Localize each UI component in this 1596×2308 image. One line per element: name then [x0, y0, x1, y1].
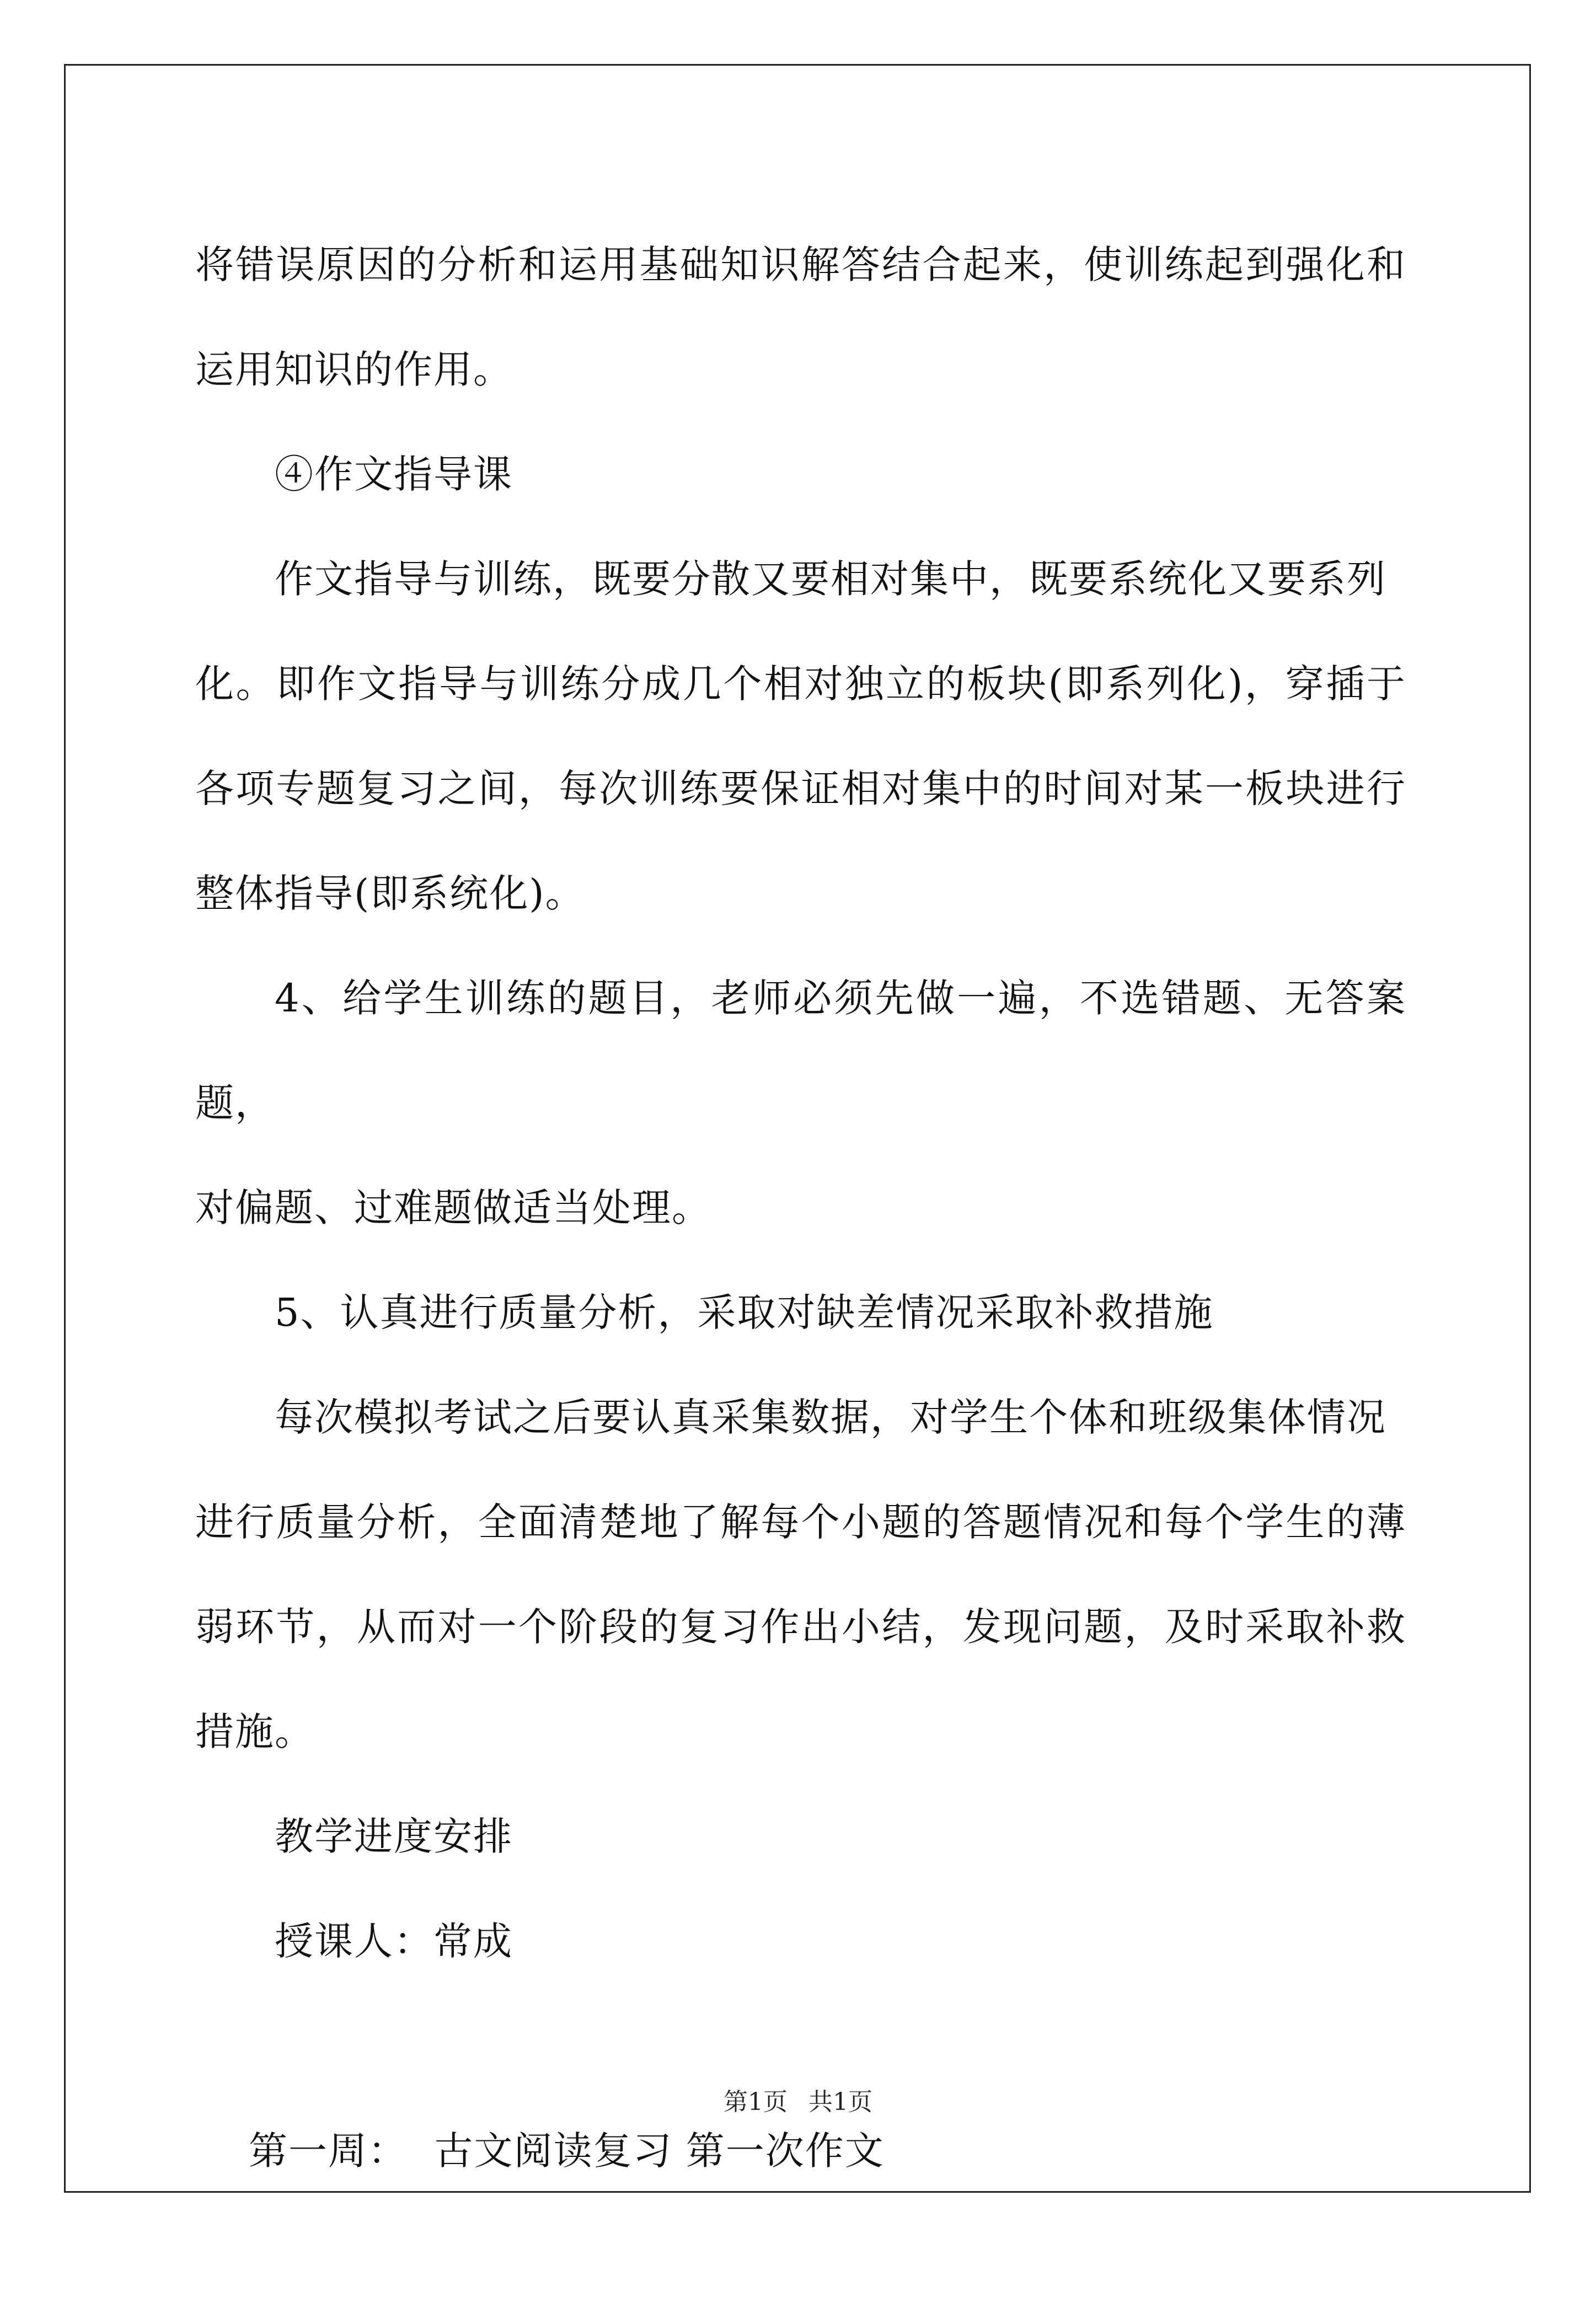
heading-schedule	[195, 1784, 1406, 1889]
text-line: 措施。	[195, 1709, 314, 1754]
text-line: 授课人：常成	[275, 1919, 513, 1964]
text-line: 5、认真进行质量分析，采取对缺差情况采取补救措施	[275, 1290, 1214, 1335]
paragraph-week-one	[195, 1994, 1406, 2308]
text-line: 各项专题复习之间，每次训练要保证相对集中的时间对某一板块进行	[195, 766, 1406, 811]
text-line: 第一周： 古文阅读复习 第一次作文	[249, 2128, 885, 2173]
text-line: 作文指导与训练，既要分散又要相对集中，既要系统化又要系列	[275, 556, 1386, 602]
text-line: 将错误原因的分析和运用基础知识解答结合起来，使训练起到强化和	[195, 242, 1406, 287]
paragraph-instructor	[195, 1889, 1406, 1994]
page-total: 共1页	[808, 2088, 872, 2116]
heading-composition-guidance	[195, 422, 1406, 527]
page-footer	[0, 2082, 1596, 2117]
paragraph-item-4	[195, 946, 1406, 1260]
text-line: 进行质量分析，全面清楚地了解每个小题的答题情况和每个学生的薄	[195, 1500, 1406, 1545]
text-line: 每次模拟考试之后要认真采集数据，对学生个体和班级集体情况	[275, 1395, 1386, 1440]
text-line: ④作文指导课	[275, 452, 513, 497]
paragraph-quality-analysis	[195, 1365, 1406, 1784]
paragraph-error-analysis	[195, 212, 1406, 422]
page-number: 第1页	[724, 2088, 788, 2116]
text-line: 教学进度安排	[275, 1814, 513, 1859]
text-line: 弱环节，从而对一个阶段的复习作出小结，发现问题，及时采取补救	[195, 1604, 1406, 1650]
text-line: 化。即作文指导与训练分成几个相对独立的板块(即系列化)，穿插于	[195, 661, 1406, 706]
text-line: 运用知识的作用。	[195, 347, 513, 392]
text-line: 整体指导(即系统化)。	[195, 871, 585, 916]
document-body	[195, 212, 1406, 2308]
paragraph-item-5	[195, 1260, 1406, 1365]
paragraph-composition-training	[195, 527, 1406, 946]
text-line: 对偏题、过难题做适当处理。	[195, 1185, 711, 1230]
text-line: 4、给学生训练的题目，老师必须先做一遍，不选错题、无答案题，	[195, 976, 1406, 1126]
